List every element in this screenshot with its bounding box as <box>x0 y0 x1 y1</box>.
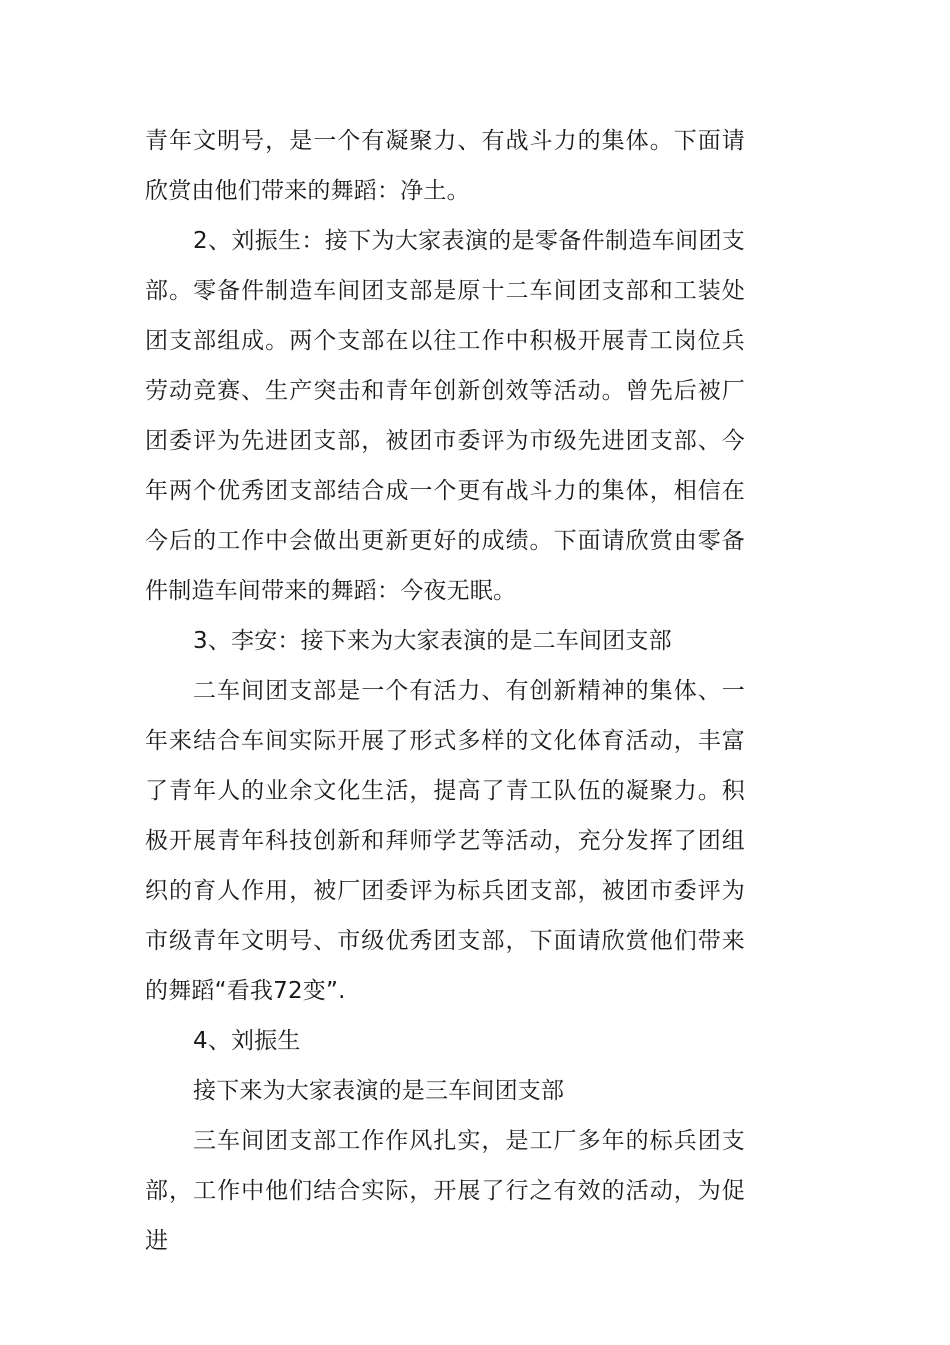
paragraph-7: 三车间团支部工作作风扎实，是工厂多年的标兵团支部，工作中他们结合实际，开展了行之有效的活动，为促进 <box>145 1128 745 1254</box>
paragraph-6: 接下来为大家表演的是三车间团支部 <box>193 1078 565 1104</box>
paragraph-1: 青年文明号，是一个有凝聚力、有战斗力的集体。下面请欣赏由他们带来的舞蹈：净土。 <box>145 128 745 204</box>
document-body <box>145 116 745 1266</box>
paragraph-4: 二车间团支部是一个有活力、有创新精神的集体、一年来结合车间实际开展了形式多样的文化体育活动，丰富了青年人的业余文化生活，提高了青工队伍的凝聚力。积极开展青年科技创新和拜师学艺等活动，充分发挥了团组织的育人作用，被厂团委评为标兵团支部，被团市委评为市级青年文明号、市级优秀团支部，下面请欣赏他们带来的舞蹈“看我72变”. <box>145 678 745 1004</box>
paragraph-2: 2、刘振生：接下为大家表演的是零备件制造车间团支部。零备件制造车间团支部是原十二车间团支部和工装处团支部组成。两个支部在以往工作中积极开展青工岗位兵劳动竞赛、生产突击和青年创新创效等活动。曾先后被厂团委评为先进团支部，被团市委评为市级先进团支部、今年两个优秀团支部结合成一个更有战斗力的集体，相信在今后的工作中会做出更新更好的成绩。下面请欣赏由零备件制造车间带来的舞蹈：今夜无眠。 <box>145 228 745 604</box>
paragraph-3: 3、李安：接下来为大家表演的是二车间团支部 <box>193 628 672 654</box>
paragraph-5: 4、刘振生 <box>193 1028 301 1054</box>
